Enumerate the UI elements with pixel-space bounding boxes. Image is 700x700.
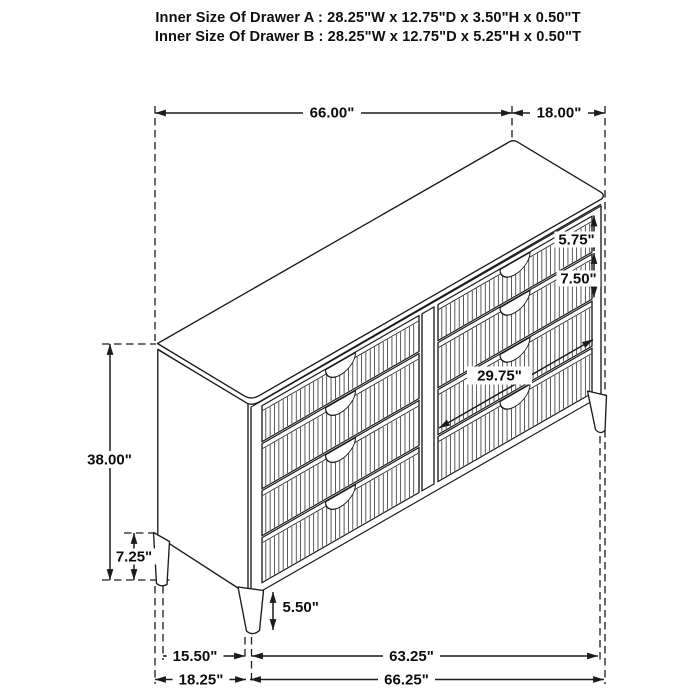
dim-overall-width: [250, 671, 604, 688]
dim-inner-leg-span-width: [252, 648, 598, 665]
dim-front-leg-height-label: 5.50": [282, 599, 319, 616]
dim-drawer-face-width-label: 29.75": [477, 367, 522, 385]
dim-top-width-label: 66.00": [309, 104, 355, 122]
dim-overall-width-label: 66.25": [384, 671, 429, 689]
drawer-a-inner-size: Inner Size Of Drawer A : 28.25"W x 12.75"D x 3.50"H x 0.50"T: [155, 10, 581, 26]
center-divider: [422, 307, 434, 491]
leg-front-left: [238, 587, 264, 634]
dim-base-to-floor-label: 7.25": [115, 548, 153, 566]
dim-overall-height-label: 38.00": [87, 451, 132, 469]
dim-drawer-b-face-height-label: 7.50": [560, 270, 597, 288]
dim-overall-depth-label: 18.25": [178, 671, 224, 689]
dim-inner-leg-span-depth: [163, 648, 245, 665]
dim-overall-depth: [155, 671, 246, 688]
dim-inner-leg-span-width-label: 63.25": [389, 647, 434, 665]
dim-top-depth-label: 18.00": [536, 104, 582, 122]
dim-top-width: [155, 105, 512, 122]
header: [0, 9, 700, 46]
dresser-drawing: [154, 141, 607, 634]
dim-inner-leg-span-depth-label: 15.50": [172, 647, 218, 665]
dim-base-to-floor: [111, 533, 157, 580]
drawer-b-inner-size: Inner Size Of Drawer B : 28.25"W x 12.75"D x 5.25"H x 0.50"T: [154, 28, 582, 45]
dim-overall-height: [81, 344, 139, 580]
dim-drawer-a-face-height-label: 5.75": [558, 231, 595, 249]
dim-top-depth: [512, 105, 605, 122]
dim-front-leg-height: [273, 592, 319, 630]
leg-front-right: [588, 391, 607, 433]
